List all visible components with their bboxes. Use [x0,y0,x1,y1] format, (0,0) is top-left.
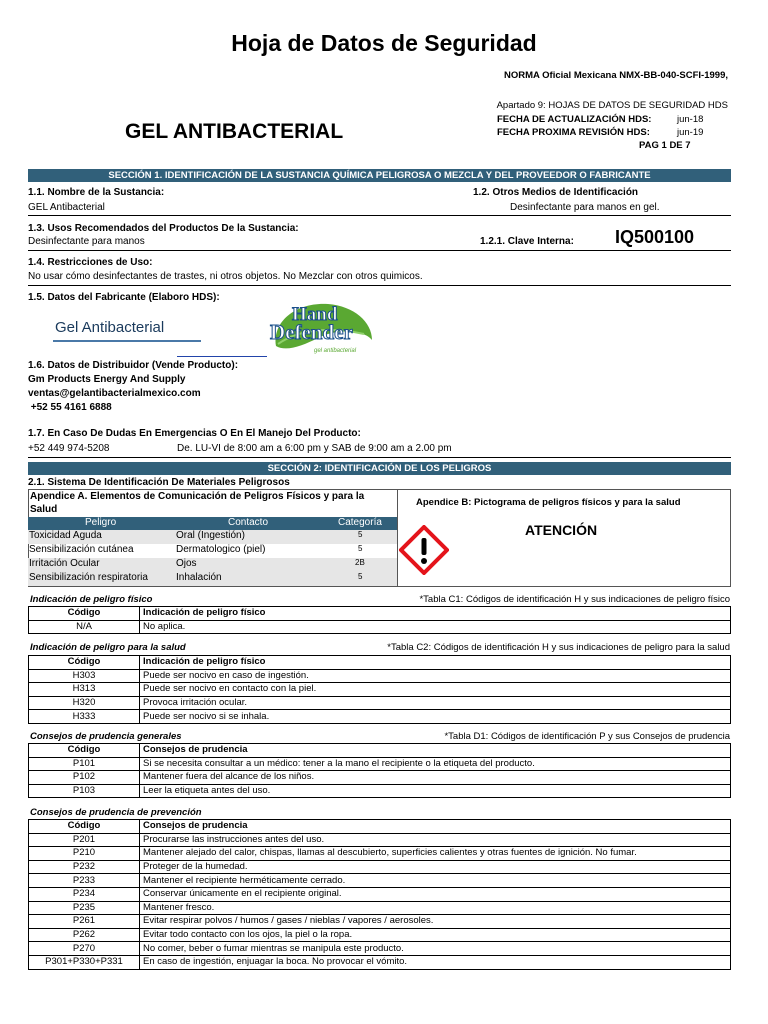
nombre-label: 1.1. Nombre de la Sustancia: [28,187,165,198]
consejo-cell: Mantener el recipiente herméticamente cerrado. [140,874,731,888]
hand-defender-logo [268,300,380,362]
hazard-header-categoria: Categoría [338,517,382,528]
hazard-header-contacto: Contacto [228,517,269,528]
table-row [29,620,731,634]
consejo-cell: En caso de ingestión, enjuagar la boca. No provocar el vómito. [140,955,731,969]
indicacion-cell: Puede ser nocivo en caso de ingestión. [140,669,731,683]
gel-antibacterial-logo-text: Gel Antibacterial [55,319,165,336]
codigo-cell: N/A [29,620,140,634]
hazard-categoria: 2B [355,558,365,567]
codigo-cell: H320 [29,696,140,710]
section1-bar: SECCIÓN 1. IDENTIFICACIÓN DE LA SUSTANCIA QUÍMICA PELIGROSA O MEZCLA Y DEL PROVEEDOR O FABRICANTE [28,169,731,182]
hazard-row [28,530,397,544]
divider [28,285,731,286]
apartado-reference: Apartado 9: HOJAS DE DATOS DE SEGURIDAD HDS [496,100,728,111]
indicacion-cell: No aplica. [140,620,731,634]
restricciones-label: 1.4. Restricciones de Uso: [28,257,153,268]
table-row [29,771,731,785]
salud-caption: Indicación de peligro para la salud [30,642,186,653]
consejo-cell: Si se necesita consultar a un médico: tener a la mano el recipiente o la etiqueta del producto. [140,757,731,771]
prevencion-table [28,819,731,970]
codigo-cell: P233 [29,874,140,888]
sistema-label: 2.1. Sistema De Identificación De Materiales Peligrosos [28,477,290,488]
table-row [29,847,731,861]
otros-medios-label: 1.2. Otros Medios de Identificación [473,187,639,198]
fisico-ref: *Tabla C1: Códigos de identificación H y sus indicaciones de peligro físico [419,594,730,605]
column-header: Consejos de prudencia [140,820,731,834]
emergencias-phone: +52 449 974-5208 [28,443,110,454]
table-row [29,784,731,798]
consejo-cell: Evitar todo contacto con los ojos, la piel o la ropa. [140,928,731,942]
hazard-contacto: Oral (Ingestión) [176,530,245,541]
hazard-table-header [28,517,397,530]
codigo-cell: P270 [29,942,140,956]
table-row [29,887,731,901]
column-header: Indicación de peligro físico [140,607,731,621]
fecha-actualizacion-value: jun-18 [677,114,704,125]
generales-caption: Consejos de prudencia generales [30,731,182,742]
column-header: Indicación de peligro físico [140,656,731,670]
clave-interna-label: 1.2.1. Clave Interna: [480,236,574,247]
hazard-contacto: Dermatologico (piel) [176,544,266,555]
otros-medios-value: Desinfectante para manos en gel. [510,202,660,213]
product-title: GEL ANTIBACTERIAL [125,120,344,143]
salud-ref: *Tabla C2: Códigos de identificación H y sus indicaciones de peligro para la salud [387,642,730,653]
usos-label: 1.3. Usos Recomendados del Productos De la Sustancia: [28,223,299,234]
clave-interna-value: IQ500100 [615,227,695,247]
fecha-revision-label: FECHA PROXIMA REVISIÓN HDS: [497,127,650,138]
fecha-actualizacion-label: FECHA DE ACTUALIZACIÓN HDS: [497,114,652,125]
codigo-cell: H333 [29,710,140,724]
document-title: Hoja de Datos de Seguridad [231,30,537,56]
consejo-cell: Conservar únicamente en el recipiente original. [140,887,731,901]
distribuidor-name: Gm Products Energy And Supply [28,374,186,385]
codigo-cell: P210 [29,847,140,861]
consejo-cell: Mantener fuera del alcance de los niños. [140,771,731,785]
generales-table [28,743,731,798]
table-row [29,942,731,956]
divider [28,250,731,251]
emergencias-label: 1.7. En Caso De Dudas En Emergencias O En El Manejo Del Producto: [28,428,361,439]
distribuidor-phone: +52 55 4161 6888 [28,402,112,413]
table-row [29,928,731,942]
codigo-cell: P103 [29,784,140,798]
hazard-categoria: 5 [358,544,363,553]
consejo-cell: Mantener alejado del calor, chispas, llamas al descubierto, superficies calientes y otras fuentes de ignición. No fumar. [140,847,731,861]
section2-bar: SECCIÓN 2: IDENTIFICACIÓN DE LOS PELIGROS [28,462,731,475]
prevencion-caption: Consejos de prudencia de prevención [30,807,202,818]
codigo-cell: P262 [29,928,140,942]
consejo-cell: Mantener fresco. [140,901,731,915]
indicacion-cell: Puede ser nocivo si se inhala. [140,710,731,724]
brand-sub: gel antibacterial [314,348,357,354]
distribuidor-email: ventas@gelantibacterialmexico.com [28,388,201,399]
table-row [29,669,731,683]
brand-line1: Hand [292,304,338,325]
codigo-cell: P234 [29,887,140,901]
fisico-table [28,606,731,634]
exclamation-pictogram-icon [399,525,449,575]
hazard-contacto: Inhalación [176,572,222,583]
column-header: Código [29,607,140,621]
table-header-row [29,656,731,670]
page-number: PAG 1 DE 7 [639,140,691,151]
hazard-row [28,572,397,586]
codigo-cell: P102 [29,771,140,785]
codigo-cell: P101 [29,757,140,771]
table-row [29,955,731,969]
fisico-caption: Indicación de peligro físico [30,594,153,605]
apendice-b-title: Apendice B: Pictograma de peligros físicos y para la salud [416,497,681,508]
norma-reference: NORMA Oficial Mexicana NMX-BB-040-SCFI-1999, [503,70,728,81]
table-row [29,833,731,847]
restricciones-value: No usar cómo desinfectantes de trastes, ni otros objetos. No Mezclar con otros quimicos. [28,271,423,282]
divider [28,215,731,216]
logo-underline [53,340,201,342]
table-row [29,696,731,710]
hazard-categoria: 5 [358,530,363,539]
generales-ref: *Tabla D1: Códigos de identificación P y sus Consejos de prudencia [444,731,730,742]
brand-line2: Defender [270,320,353,344]
table-header-row [29,607,731,621]
column-header: Código [29,744,140,758]
codigo-cell: P261 [29,915,140,929]
codigo-cell: P232 [29,860,140,874]
table-row [29,915,731,929]
indicacion-cell: Provoca irritación ocular. [140,696,731,710]
hazard-header-peligro: Peligro [85,517,117,528]
table-header-row [29,820,731,834]
consejo-cell: Evitar respirar polvos / humos / gases / nieblas / vapores / aerosoles. [140,915,731,929]
table-row [29,757,731,771]
link-underline [177,356,267,357]
nombre-value: GEL Antibacterial [28,202,105,213]
atencion-label: ATENCIÓN [525,522,598,538]
table-row [29,683,731,697]
apendice-a-title: Apendice A. Elementos de Comunicación de Peligros Físicos y para la Salud [30,491,365,515]
table-row [29,860,731,874]
apendice-divider [397,489,398,587]
consejo-cell: No comer, beber o fumar mientras se manipula este producto. [140,942,731,956]
salud-table [28,655,731,724]
column-header: Consejos de prudencia [140,744,731,758]
fabricante-label: 1.5. Datos del Fabricante (Elaboro HDS): [28,292,220,303]
emergencias-hours: De. LU-VI de 8:00 am a 6:00 pm y SAB de 9:00 am a 2.00 pm [177,443,452,454]
codigo-cell: P235 [29,901,140,915]
column-header: Código [29,656,140,670]
table-header-row [29,744,731,758]
indicacion-cell: Puede ser nocivo en contacto con la piel. [140,683,731,697]
fecha-revision [497,127,737,138]
fecha-revision-value: jun-19 [677,127,704,138]
hazard-contacto: Ojos [176,558,197,569]
hazard-peligro: Sensibilización respiratoria [29,572,148,583]
hazard-peligro: Irritación Ocular [29,558,100,569]
column-header: Código [29,820,140,834]
consejo-cell: Leer la etiqueta antes del uso. [140,784,731,798]
table-row [29,710,731,724]
consejo-cell: Proteger de la humedad. [140,860,731,874]
hazard-peligro: Sensibilización cutánea [29,544,134,555]
consejo-cell: Procurarse las instrucciones antes del uso. [140,833,731,847]
codigo-cell: H313 [29,683,140,697]
codigo-cell: P301+P330+P331 [29,955,140,969]
hazard-row [28,544,397,558]
codigo-cell: P201 [29,833,140,847]
codigo-cell: H303 [29,669,140,683]
table-row [29,901,731,915]
usos-value: Desinfectante para manos [28,236,145,247]
hazard-row [28,558,397,572]
distribuidor-label: 1.6. Datos de Distribuidor (Vende Producto): [28,360,239,371]
divider [28,457,731,458]
fecha-actualizacion [497,114,737,125]
hazard-peligro: Toxicidad Aguda [29,530,102,541]
table-row [29,874,731,888]
hazard-categoria: 5 [358,572,363,581]
